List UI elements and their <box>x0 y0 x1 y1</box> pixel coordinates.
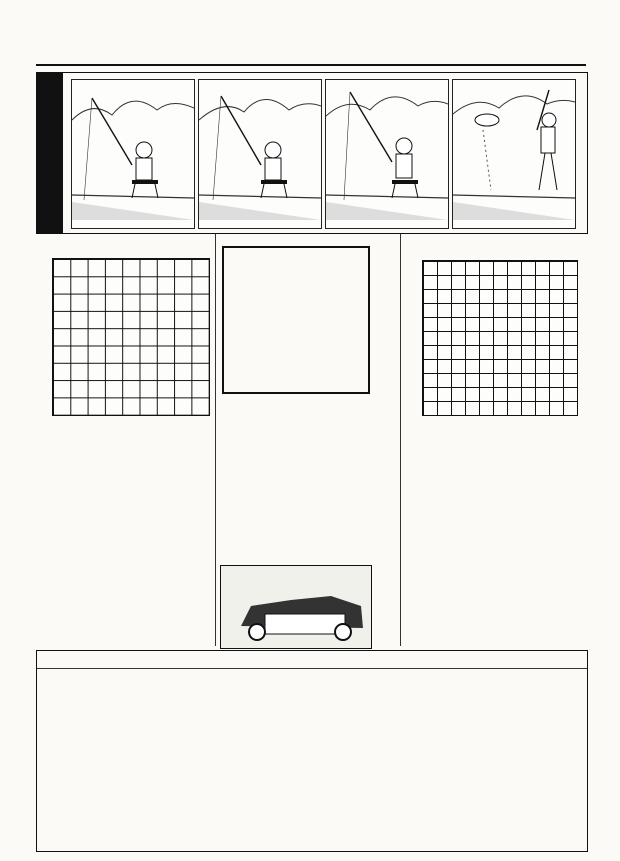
column-divider <box>215 234 216 646</box>
classified-advert[interactable] <box>220 565 372 649</box>
crossword-coya-down <box>406 522 578 638</box>
crossword-blanco-clues <box>44 418 212 468</box>
crossword-blanco-grid[interactable] <box>52 258 210 416</box>
comic-panel-4 <box>452 79 576 229</box>
comic-panel-3 <box>325 79 449 229</box>
page-number <box>40 47 43 57</box>
comic-panel-2 <box>198 79 322 229</box>
comic-panel-1 <box>71 79 195 229</box>
column-divider <box>400 234 401 646</box>
crossword-blanco-down-clues <box>44 470 212 572</box>
car-illustration <box>221 566 371 648</box>
comic-title-bar <box>37 73 63 233</box>
chess-board <box>222 246 370 394</box>
crossword-coya-row-numbers <box>410 262 420 412</box>
horoscope-signs <box>37 671 587 851</box>
masthead <box>36 44 586 66</box>
crossword-coya-across <box>406 418 578 520</box>
chess-description <box>222 422 372 544</box>
crossword-coya-grid[interactable] <box>422 260 578 416</box>
horoscope-box <box>36 650 588 852</box>
comic-strip <box>36 72 588 234</box>
